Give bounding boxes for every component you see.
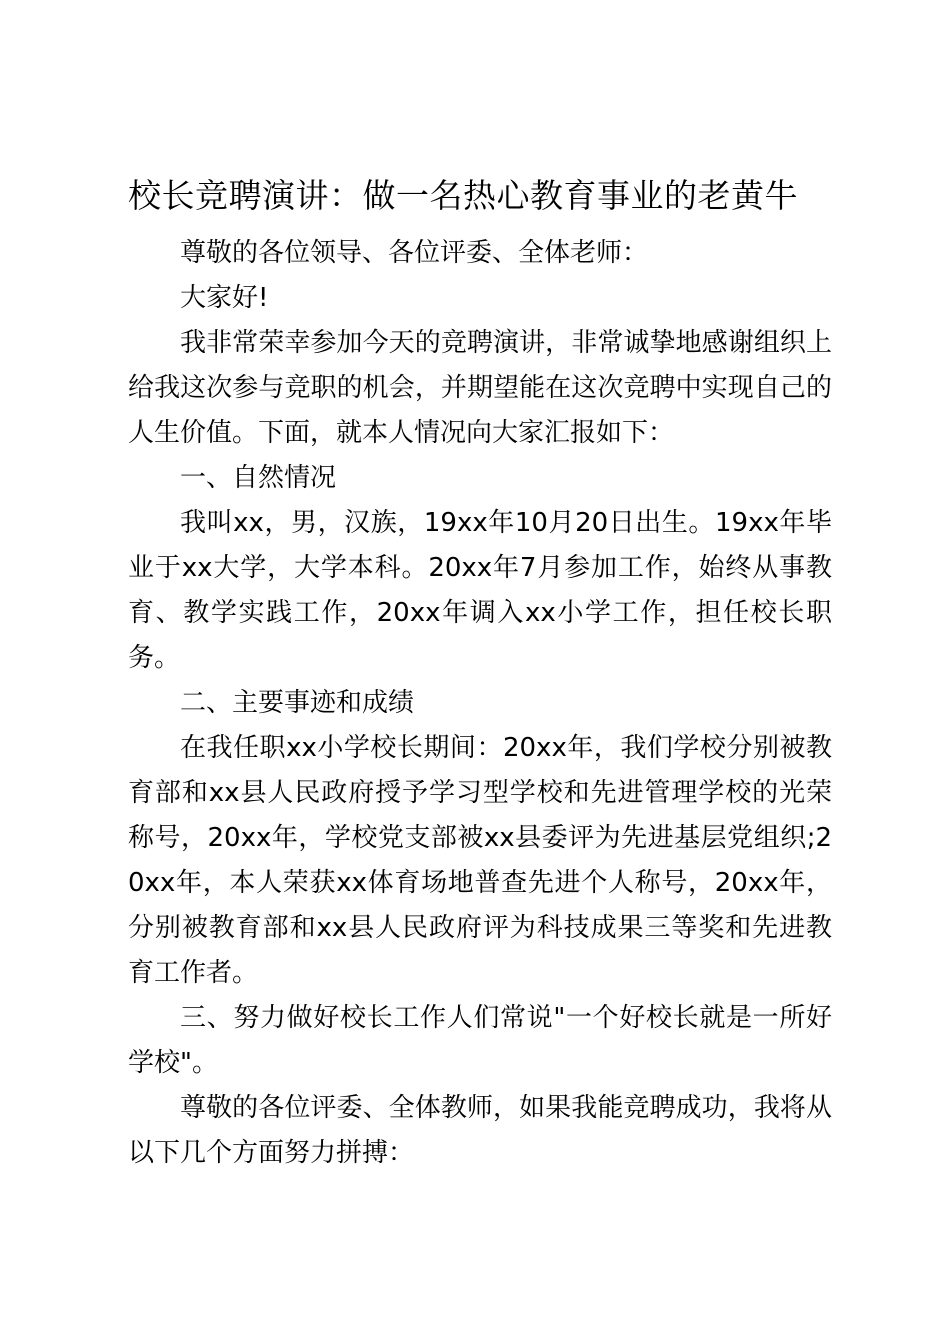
section-heading-achievements: 二、主要事迹和成绩 <box>180 688 415 718</box>
paragraph-achievements: 在我任职xx小学校长期间：20xx年，我们学校分别被教育部和xx县人民政府授予学习型学校和先进管理学校的光荣称号，20xx年，学校党支部被xx县委评为先进基层党组织;20xx年，本人荣获xx体育场地普查先进个人称号，20xx年，分别被教育部和xx县人民政府评为科技成果三等奖和先进教育工作者。 <box>128 733 832 988</box>
paragraph-basic-info: 我叫xx，男，汉族，19xx年10月20日出生。19xx年毕业于xx大学，大学本科。20xx年7月参加工作，始终从事教育、教学实践工作，20xx年调入xx小学工作，担任校长职务。 <box>128 508 832 673</box>
paragraph-commitment: 尊敬的各位评委、全体教师，如果我能竞聘成功，我将从以下几个方面努力拼搏： <box>128 1093 832 1168</box>
section-heading-basic-info: 一、自然情况 <box>180 463 337 493</box>
section-heading-principal-work: 三、努力做好校长工作人们常说"一个好校长就是一所好学校"。 <box>128 1003 832 1078</box>
paragraph-greeting-leaders: 尊敬的各位领导、各位评委、全体老师： <box>180 238 649 268</box>
paragraph-greeting-all: 大家好! <box>180 283 269 313</box>
paragraph-introduction: 我非常荣幸参加今天的竞聘演讲，非常诚挚地感谢组织上给我这次参与竞职的机会，并期望能在这次竞聘中实现自己的人生价值。下面，就本人情况向大家汇报如下： <box>128 328 832 448</box>
document-title: 校长竞聘演讲：做一名热心教育事业的老黄牛 <box>128 176 798 215</box>
